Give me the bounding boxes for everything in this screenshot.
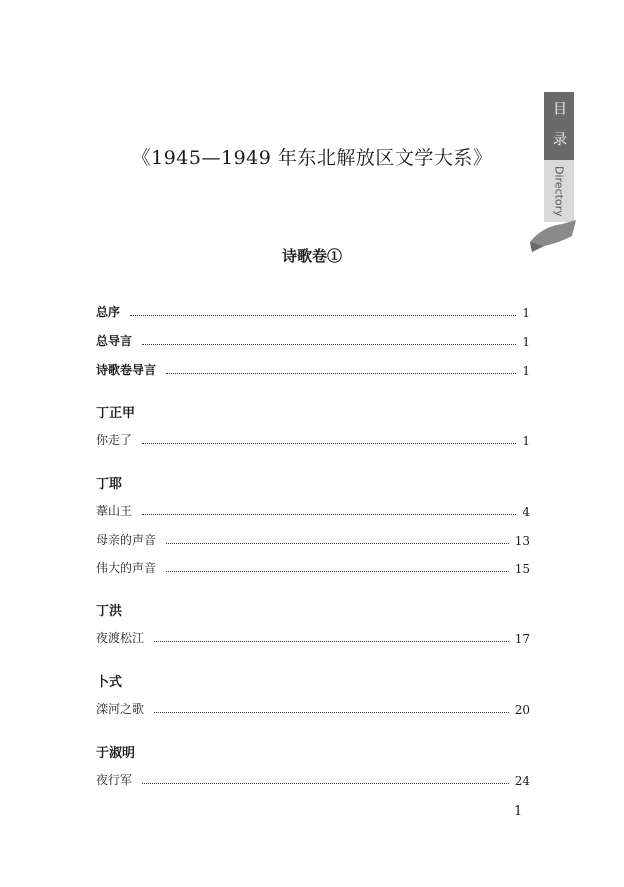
directory-tab [544,92,578,268]
dot-leader [142,443,516,444]
entry-page: 4 [522,505,530,519]
toc-entry[interactable] [96,628,530,646]
entry-page: 13 [514,534,530,548]
toc-entry-preface[interactable] [96,302,530,320]
dot-leader [154,712,509,713]
entry-page: 1 [522,306,530,320]
entry-page: 1 [522,434,530,448]
tab-chinese-label: 目 录 [544,92,574,160]
tab-english-label: Directory [544,160,574,222]
dot-leader [166,571,509,572]
author-heading: 丁正甲 [96,406,136,421]
dot-leader [130,315,516,316]
dot-leader [166,373,516,374]
entry-label: 诗歌卷导言 [96,363,157,377]
entry-label: 母亲的声音 [96,533,157,547]
toc-entry[interactable] [96,430,530,448]
entry-page: 17 [514,632,530,646]
dot-leader [166,543,509,544]
entry-label: 葦山王 [96,504,133,518]
author-heading: 卜式 [96,675,123,690]
toc-entry-poetry-introduction[interactable] [96,360,530,378]
entry-label: 夜行军 [96,773,133,787]
entry-page: 1 [522,364,530,378]
author-heading: 丁洪 [96,604,123,619]
entry-label: 你走了 [96,433,133,447]
toc-entry[interactable] [96,558,530,576]
entry-page: 15 [514,562,530,576]
toc-entry[interactable] [96,501,530,519]
toc-entry[interactable] [96,530,530,548]
author-heading: 丁耶 [96,477,123,492]
entry-label: 夜渡松江 [96,631,145,645]
toc-entry[interactable] [96,699,530,717]
entry-label: 滦河之歌 [96,702,145,716]
dot-leader [154,641,509,642]
page-number: 1 [514,804,523,819]
entry-page: 20 [514,703,530,717]
toc-entry-general-introduction[interactable] [96,331,530,349]
dot-leader [142,344,516,345]
book-title: 《1945—1949 年东北解放区文学大系》 [131,147,493,169]
author-heading: 于淑明 [96,746,136,761]
toc-entry[interactable] [96,770,530,788]
entry-page: 24 [514,774,530,788]
volume-title: 诗歌卷① [281,247,342,265]
dot-leader [142,514,516,515]
entry-page: 1 [522,335,530,349]
entry-label: 总序 [96,305,121,319]
entry-label: 伟大的声音 [96,561,157,575]
entry-label: 总导言 [96,334,133,348]
dot-leader [142,783,509,784]
